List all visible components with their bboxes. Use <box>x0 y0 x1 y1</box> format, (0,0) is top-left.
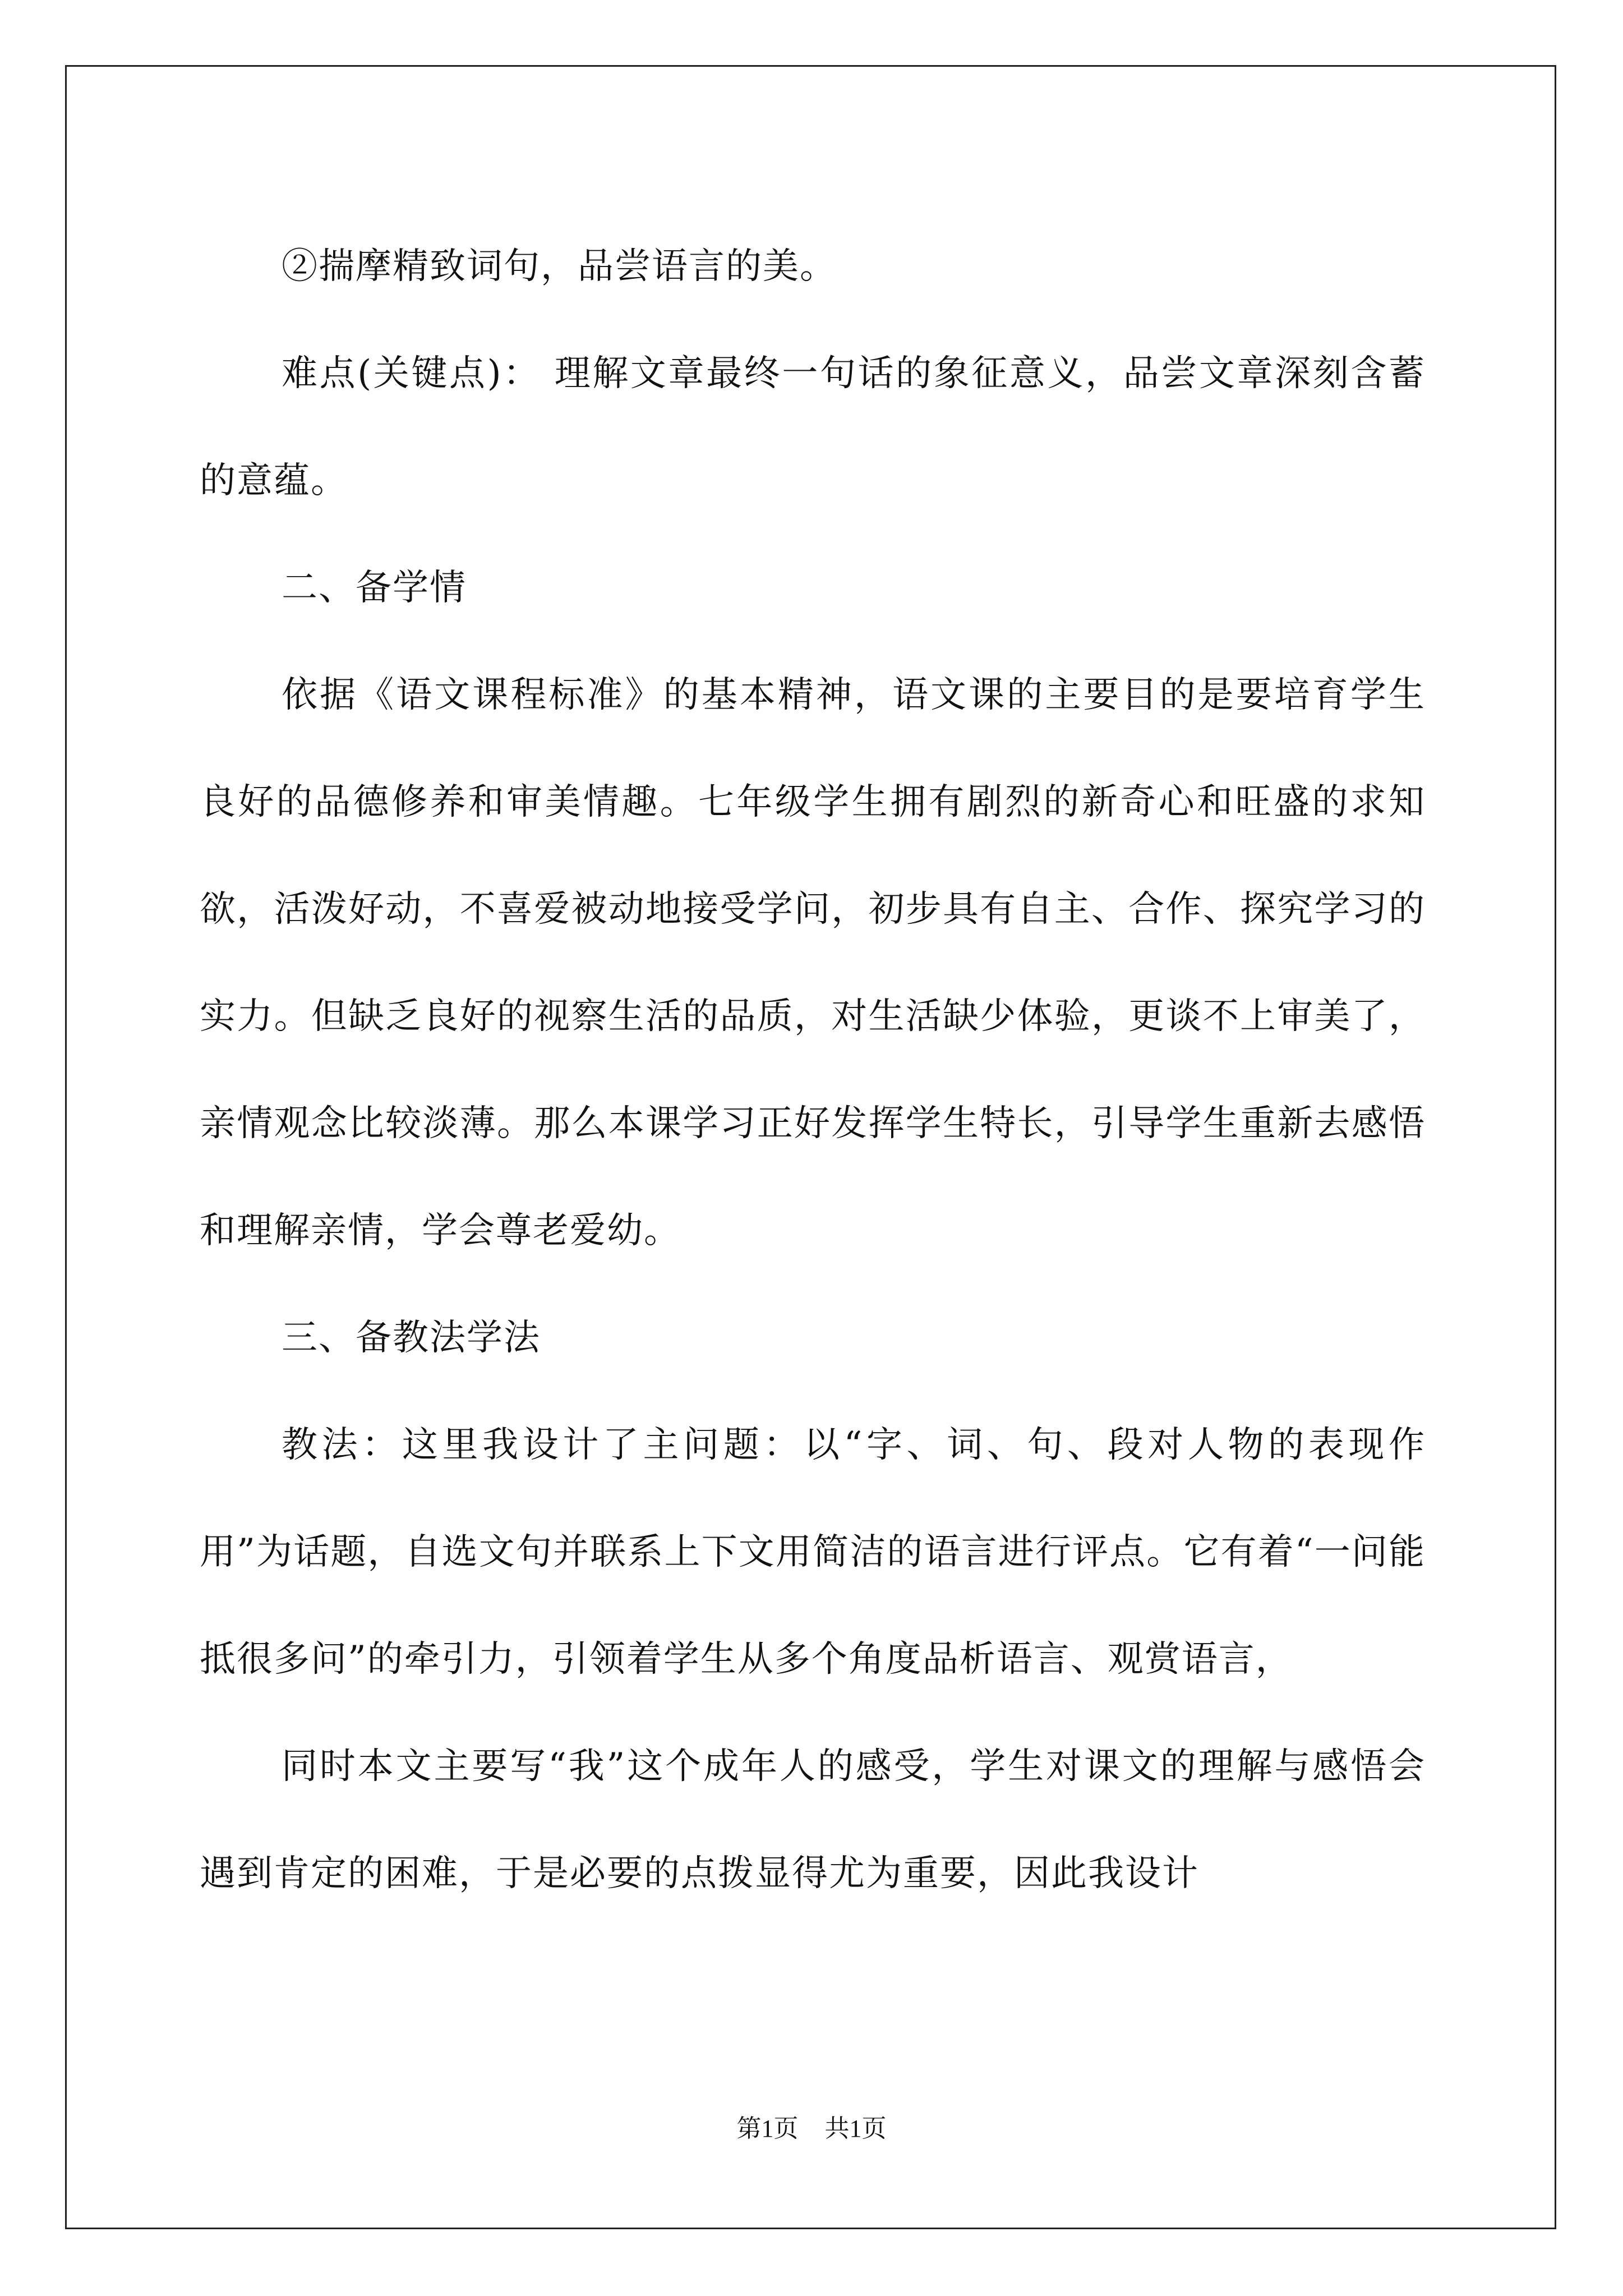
paragraph-1: ②揣摩精致词句，品尝语言的美。 <box>282 246 837 287</box>
paragraph-6: 教法：这里我设计了主问题：以“字、词、句、段对人物的表现作用”为话题，自选文句并联系上下文用简洁的语言进行评点。它有着“一问能抵很多问”的牵引力，引领着学生从多个角度品析语言、观赏语言， <box>200 1424 1426 1680</box>
page-number: 第1页 <box>736 2115 799 2142</box>
paragraph-3-heading: 二、备学情 <box>282 567 467 609</box>
page-footer <box>0 2112 1623 2146</box>
paragraph-5-heading: 三、备教法学法 <box>282 1317 541 1359</box>
document-body <box>200 213 1426 1927</box>
paragraph-2: 难点(关键点)： 理解文章最终一句话的象征意义，品尝文章深刻含蓄的意蕴。 <box>200 353 1426 501</box>
paragraph-4: 依据《语文课程标准》的基本精神，语文课的主要目的是要培育学生良好的品德修养和审美情趣。七年级学生拥有剧烈的新奇心和旺盛的求知欲，活泼好动，不喜爱被动地接受学问，初步具有自主、合作、探究学习的实力。但缺乏良好的视察生活的品质，对生活缺少体验，更谈不上审美了，亲情观念比较淡薄。那么本课学习正好发挥学生特长，引导学生重新去感悟和理解亲情，学会尊老爱幼。 <box>200 674 1426 1251</box>
page-total: 共1页 <box>824 2115 887 2142</box>
paragraph-7: 同时本文主要写“我”这个成年人的感受，学生对课文的理解与感悟会遇到肯定的困难，于是必要的点拨显得尤为重要，因此我设计 <box>200 1746 1426 1894</box>
